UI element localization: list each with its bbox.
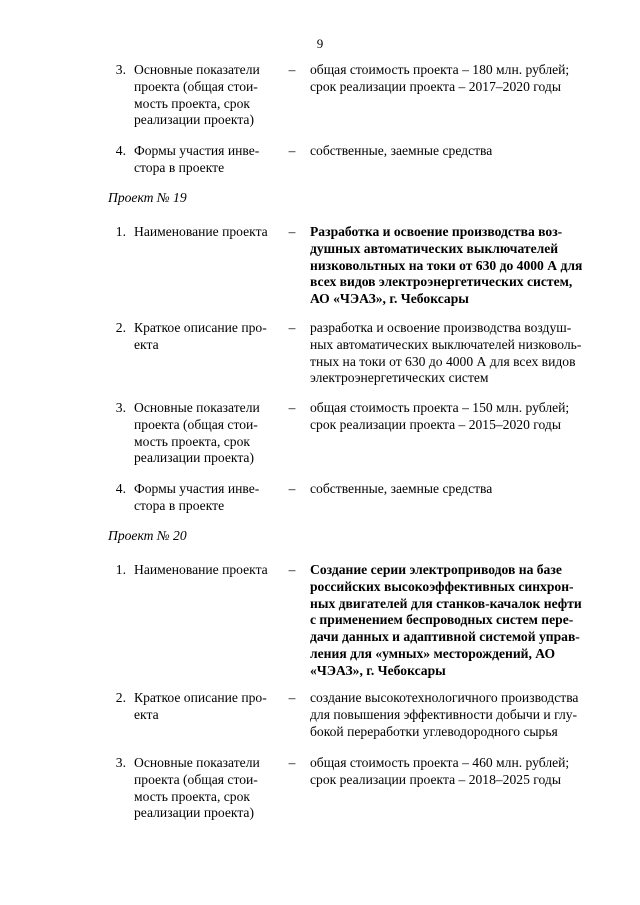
row-number: 1. <box>115 224 126 239</box>
row-value: собственные, заемные средства <box>310 143 493 158</box>
row-dash: – <box>288 690 296 705</box>
row-label: Формы участия инве- стора в проекте <box>134 481 260 513</box>
row-value: Создание серии электроприводов на базе российских высокоэффективных синхрон- ных двигателей для станков-качалок нефти с применением беспроводных систем пере- дачи данных и адаптивной системой управ- ления для «умных» месторождений, АО «ЧЭАЗ», г. Чебоксары <box>310 562 582 678</box>
row-dash: – <box>288 481 296 496</box>
row-value: создание высокотехнологичного производства для повышения эффективности добычи и глу- бокой переработки углеводородного сырья <box>310 690 579 739</box>
row-dash: – <box>288 400 296 415</box>
row-number: 3. <box>115 755 126 770</box>
row-number: 2. <box>115 690 126 705</box>
row-value: разработка и освоение производства воздуш- ных автоматических выключателей низковоль- тных на токи от 630 до 4000 А для всех видов электроэнергетических систем <box>310 320 582 386</box>
row-label: Краткое описание про- екта <box>134 320 267 352</box>
row-dash: – <box>288 224 296 239</box>
row-number: 4. <box>115 481 126 496</box>
row-label: Основные показатели проекта (общая стои- мость проекта, срок реализации проекта) <box>134 755 260 821</box>
row-dash: – <box>288 62 296 77</box>
row-number: 2. <box>115 320 126 335</box>
row-dash: – <box>288 562 296 577</box>
row-label: Основные показатели проекта (общая стои- мость проекта, срок реализации проекта) <box>134 62 260 128</box>
row-number: 3. <box>115 400 126 415</box>
row-number: 3. <box>115 62 126 77</box>
row-number: 1. <box>115 562 126 577</box>
page-number: 9 <box>316 36 324 51</box>
row-dash: – <box>288 143 296 158</box>
row-label: Наименование проекта <box>134 224 268 239</box>
row-label: Основные показатели проекта (общая стои- мость проекта, срок реализации проекта) <box>134 400 260 466</box>
row-value: общая стоимость проекта – 150 млн. рублей; срок реализации проекта – 2015–2020 годы <box>310 400 570 432</box>
row-value: собственные, заемные средства <box>310 481 493 496</box>
row-value: Разработка и освоение производства воз- душных автоматических выключателей низковольтных на токи от 630 до 4000 А для всех видов электроэнергетических систем, АО «ЧЭАЗ», г. Чебоксары <box>310 224 583 307</box>
row-value: общая стоимость проекта – 460 млн. рублей; срок реализации проекта – 2018–2025 годы <box>310 755 570 787</box>
row-label: Наименование проекта <box>134 562 268 577</box>
project-19-heading: Проект № 19 <box>108 190 187 205</box>
row-number: 4. <box>115 143 126 158</box>
row-dash: – <box>288 320 296 335</box>
project-20-heading: Проект № 20 <box>108 528 187 543</box>
row-label: Краткое описание про- екта <box>134 690 267 722</box>
row-dash: – <box>288 755 296 770</box>
row-value: общая стоимость проекта – 180 млн. рублей; срок реализации проекта – 2017–2020 годы <box>310 62 570 94</box>
row-label: Формы участия инве- стора в проекте <box>134 143 260 175</box>
